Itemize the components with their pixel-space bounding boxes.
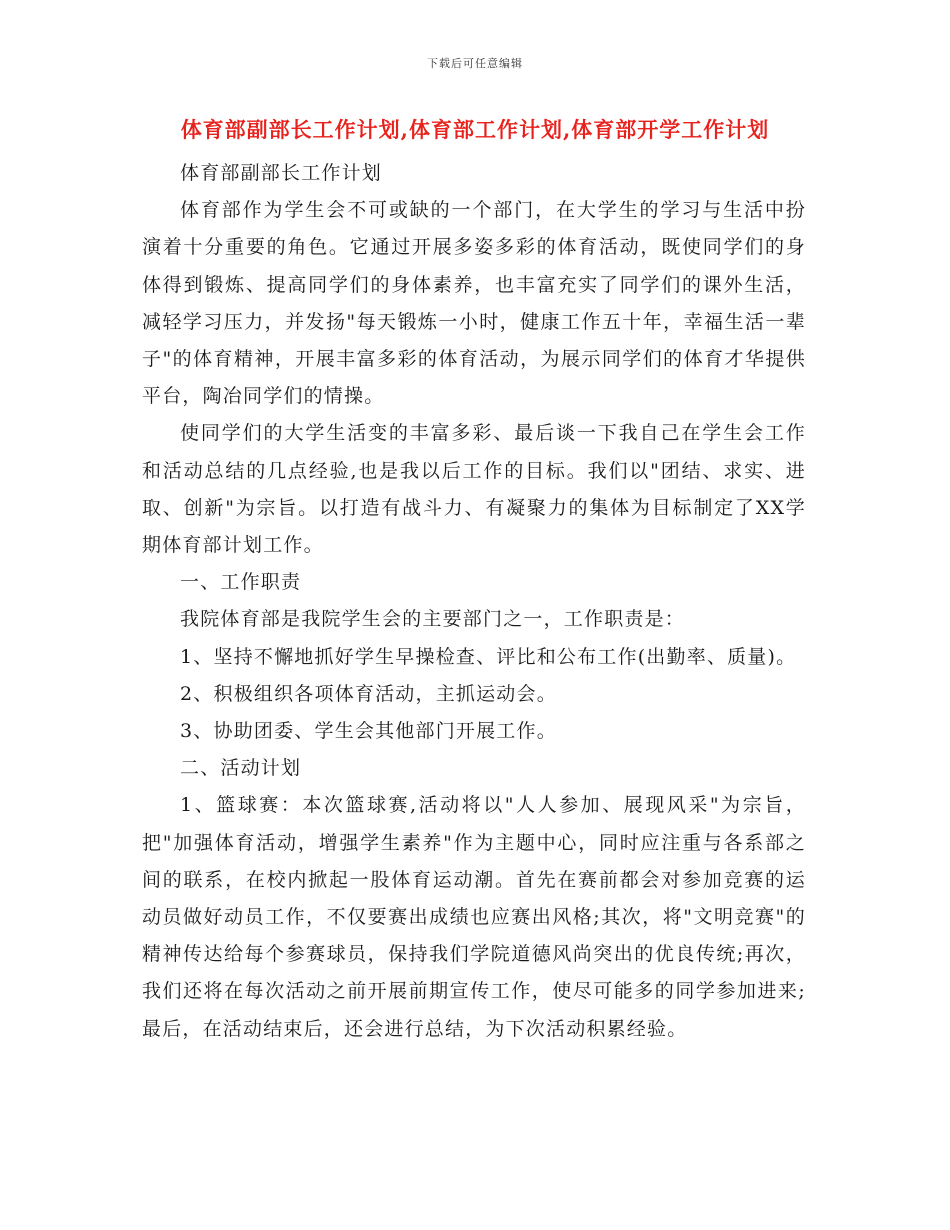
paragraph-subtitle: 体育部副部长工作计划 bbox=[180, 162, 383, 184]
activity-item-1: 1、篮球赛：本次篮球赛,活动将以"人人参加、展现风采"为宗旨，把"加强体育活动，增强学生素养"作为主题中心，同时应注重与各系部之间的联系，在校内掀起一股体育运动潮。首先在赛前都会对参加竞赛的运动员做好动员工作，不仅要赛出成绩也应赛出风格;其次，将"文明竞赛"的精神传达给每个参赛球员，保持我们学院道德风尚突出的优良传统;再次，我们还将在每次活动之前开展前期宣传工作，使尽可能多的同学参加进来;最后，在活动结束后，还会进行总结，为下次活动积累经验。 bbox=[142, 794, 806, 1040]
page-header-note: 下载后可任意编辑 bbox=[427, 57, 523, 70]
duty-item-2: 2、积极组织各项体育活动，主抓运动会。 bbox=[180, 682, 557, 705]
section-heading-duties: 一、工作职责 bbox=[180, 571, 302, 594]
duty-item-3: 3、协助团委、学生会其他部门开展工作。 bbox=[180, 720, 557, 743]
document-body bbox=[142, 155, 806, 1048]
paragraph-duties-intro: 我院体育部是我院学生会的主要部门之一，工作职责是： bbox=[180, 608, 686, 631]
document-title: 体育部副部长工作计划,体育部工作计划,体育部开学工作计划 bbox=[180, 117, 770, 142]
paragraph-intro: 体育部作为学生会不可或缺的一个部门，在大学生的学习与生活中扮演着十分重要的角色。它通过开展多姿多彩的体育活动，既使同学们的身体得到锻炼、提高同学们的身体素养，也丰富充实了同学们的课外生活，减轻学习压力，并发扬"每天锻炼一小时，健康工作五十年，幸福生活一辈子"的体育精神，开展丰富多彩的体育活动，为展示同学们的体育才华提供平台，陶冶同学们的情操。 bbox=[142, 199, 806, 408]
section-heading-activities: 二、活动计划 bbox=[180, 757, 302, 780]
paragraph-goals: 使同学们的大学生活变的丰富多彩、最后谈一下我自己在学生会工作和活动总结的几点经验,也是我以后工作的目标。我们以"团结、求实、进取、创新"为宗旨。以打造有战斗力、有凝聚力的集体为目标制定了XX学期体育部计划工作。 bbox=[142, 422, 806, 557]
duty-item-1: 1、坚持不懈地抓好学生早操检查、评比和公布工作(出勤率、质量)。 bbox=[180, 645, 797, 668]
